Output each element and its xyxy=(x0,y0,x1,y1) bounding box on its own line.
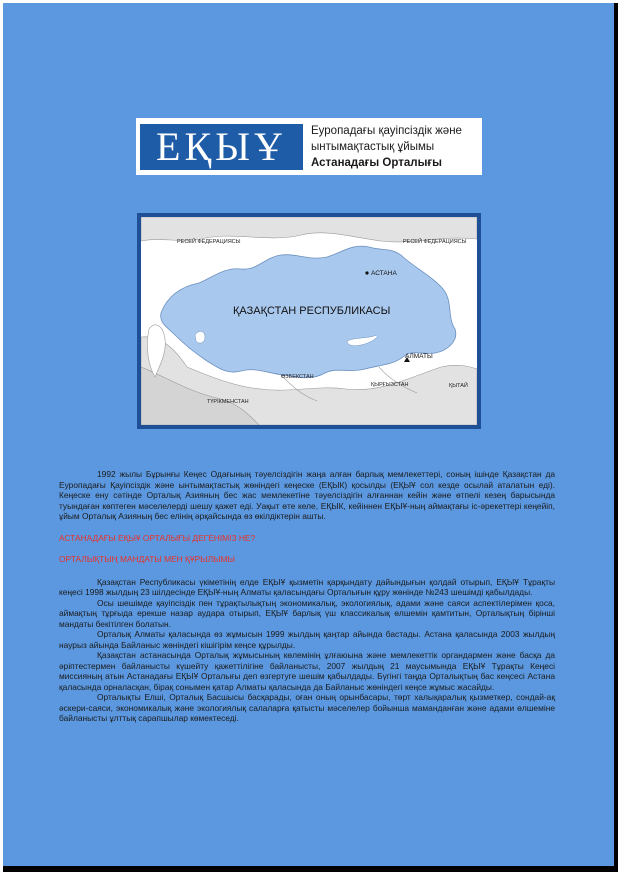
paragraph-history: 1992 жылы Бұрынғы Кеңес Одағының тәуелсіздігін жаңа алған барлық мемлекеттері, соның ішінде Қазақстан да Еуропадағы Қауіпсіздік және ынтымақтастық жөніндегі кеңеске (ЕҚЫК) қосылды (ЕҚЫҰ сол кезде осылай аталатын еді). Кеңеске ену сәтінде Орталық Азияның бес жас мемлекетіне тәуелсіздігін алғаннан кейін және өтпелі кезең барысында туындаған көптеген мәселелерді шешу қажет еді. Уақыт өте келе, ЕҚЫК, кейіннен ЕҚЫҰ-ның аймақтағы іс-әрекеттері кеңейіп, ұйым Орталық Азияның бес елінің әрқайсында өз өкілдіктерін ашты. xyxy=(59,469,555,521)
paragraph-decision-243: Қазақстан Республикасы үкіметінің елде ЕҚЫҰ қызметін қарқындату дайындығын қолдай отырып, ЕҚЫҰ Тұрақты кеңесі 1998 жылдың 23 шілдесінде ЕҚЫҰ-ның Алматы қаласындағы Орталығын құру жөнінде №243 шешімді қабылдады. xyxy=(59,576,555,597)
logo-caption-line3: Астанадағы Орталығы xyxy=(311,157,443,169)
label-russia-left: РЕСЕЙ ФЕДЕРАЦИЯСЫ xyxy=(177,239,241,245)
label-astana: АСТАНА xyxy=(371,270,397,277)
logo-caption-line2: ынтымақтастық ұйымы xyxy=(311,141,435,153)
astana-dot xyxy=(365,271,368,274)
paragraph-renaming: Қазақстан астанасында Орталық жұмысының көлемінің ұлғаюына және мемлекеттік органдармен және басқа да әріптестермен байланысты күшейту қажеттілігіне байланысты, 2007 жылдың 21 маусымында ЕҚЫҰ Тұрақты Кеңесі миссияның атын Астанадағы ЕҚЫҰ Орталығы деп өзгертуге шешім қабылдады. Бүгінгі таңда Орталықтың бас кеңсесі Астана қаласында орналасқан, бірақ сонымен қатар Алматы қаласында да Байланыс жөніндегі кеңсе жұмыс жасайды. xyxy=(59,650,555,692)
document-page xyxy=(3,3,618,872)
map-shapes xyxy=(141,217,477,425)
logo-caption-line1: Еуропадағы қауіпсіздік және xyxy=(311,125,462,137)
label-kazakhstan: ҚАЗАҚСТАН РЕСПУБЛИКАСЫ xyxy=(233,305,391,317)
osce-logo-caption xyxy=(311,123,462,171)
map-canvas xyxy=(141,217,477,425)
osce-logo-banner xyxy=(136,118,482,175)
label-turkmenistan: ТҮРІКМЕНСТАН xyxy=(207,399,249,405)
paragraph-first-mandate: Осы шешімде қауіпсіздік пен тұрақтылықтың экономикалық, экологиялық, адами және саяси аспектілерімен қоса, аймақтың тұрғыда ерекше назар аудара отырып, ЕҚЫҰ барлық үш классикалық өлшемін қамтитын, Орталықтың бірінші мандаты бекітілген болатын. xyxy=(59,597,555,629)
kazakhstan-map xyxy=(137,213,481,429)
osce-logo-mark xyxy=(140,124,303,170)
label-china: ҚЫТАЙ xyxy=(449,383,468,389)
osce-logo-letters: ЕҚЫҰ xyxy=(156,124,287,169)
label-almaty: АЛМАТЫ xyxy=(405,353,433,360)
heading-mandate-structure: ОРТАЛЫҚТЫҢ МАНДАТЫ МЕН ҚҰРЫЛЫМЫ xyxy=(59,554,235,564)
article-body xyxy=(59,469,555,724)
paragraph-almaty-start: Орталық Алматы қаласында өз жұмысын 1999 жылдың қаңтар айында бастады. Астана қаласында 2003 жылдың наурыз айында Байланыс жөніндегі кішігірім кеңсе құрылды. xyxy=(59,629,555,650)
label-kyrgyzstan: ҚЫРҒЫЗСТАН xyxy=(371,382,409,388)
paragraph-staff: Орталықты Елші, Орталық Басшысы басқарады, оған оның орынбасары, төрт халықаралық қызметкер, сондай-ақ әскери-саяси, экономикалық және экологиялық салаларға қатысты мәселелер бойынша маманданған және адами өлшеміне байланысты ұлттық сарапшылар көмектеседі. xyxy=(59,692,555,723)
label-uzbekistan: ӨЗБЕКСТАН xyxy=(281,374,314,380)
label-russia-right: РЕСЕЙ ФЕДЕРАЦИЯСЫ xyxy=(403,239,467,245)
aral-sea xyxy=(195,331,205,343)
heading-what-is-centre: АСТАНАДАҒЫ ЕҚЫҰ ОРТАЛЫҒЫ ДЕГЕНІМІЗ НЕ? xyxy=(59,532,256,543)
